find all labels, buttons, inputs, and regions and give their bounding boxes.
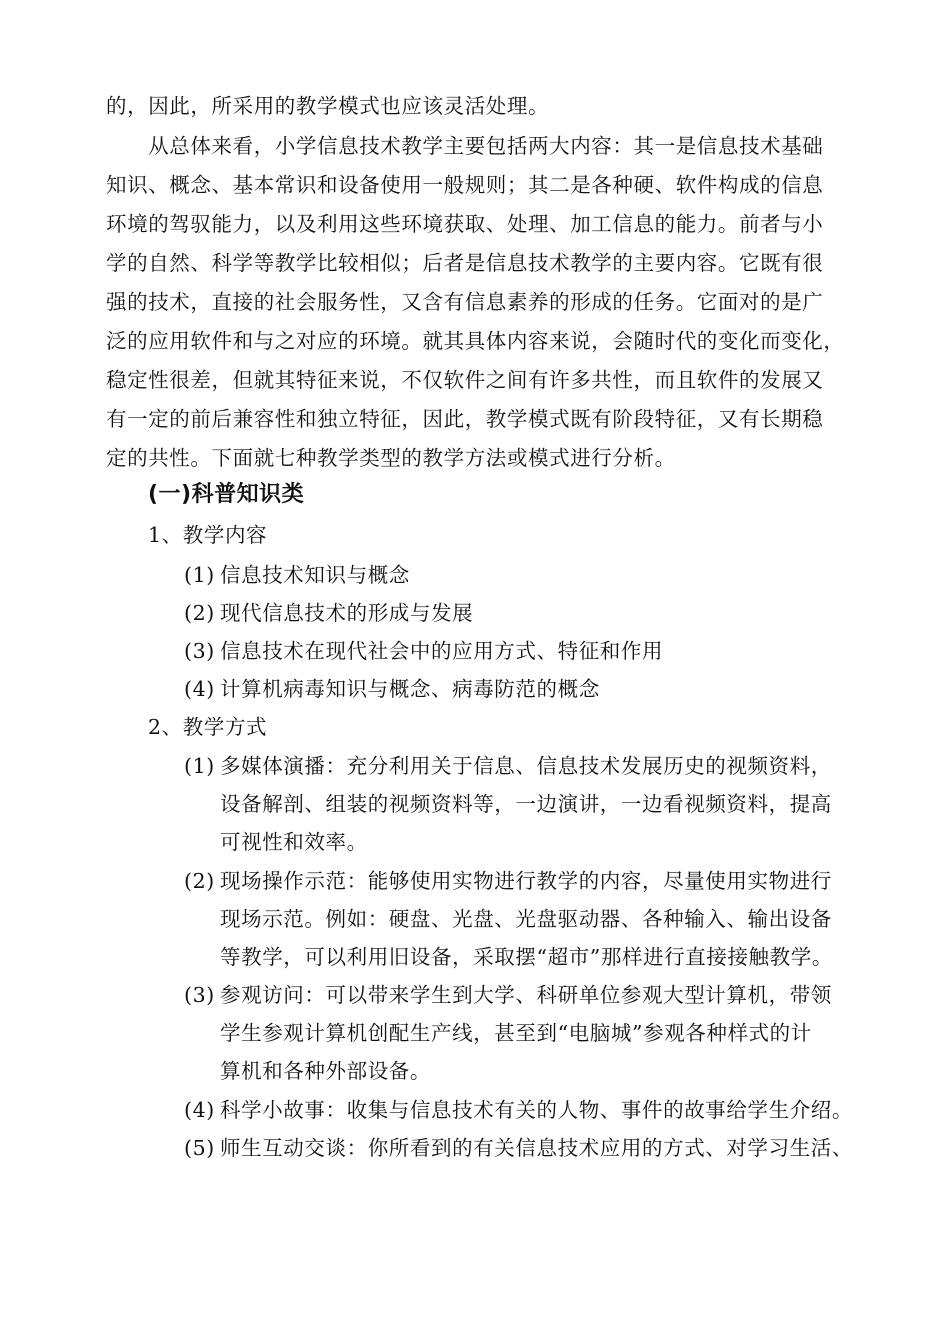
list-item-continuation: 现场示范。例如：硬盘、光盘、光盘驱动器、各种输入、输出设备 [220,907,832,931]
list-item [184,1136,853,1160]
paragraph-line: 的，因此，所采用的教学模式也应该灵活处理。 [106,94,550,118]
item-text: 信息技术在现代社会中的应用方式、特征和作用 [220,639,664,663]
list-item [184,754,832,778]
item-number: (3) [184,639,215,663]
list-item [184,1098,853,1122]
item-number: (1) [184,754,215,778]
item-text: 现代信息技术的形成与发展 [220,601,474,625]
item-number: (4) [184,1098,215,1122]
list-item [184,563,410,587]
item-text: 多媒体演播：充分利用关于信息、信息技术发展历史的视频资料， [220,754,832,778]
list-item [184,983,832,1007]
paragraph-line: 强的技术，直接的社会服务性，又含有信息素养的形成的任务。它面对的是广 [106,290,824,314]
item-number: (5) [184,1136,215,1160]
item-text: 师生互动交谈：你所看到的有关信息技术应用的方式、对学习生活、 [220,1136,853,1160]
section-heading: (一)科普知识类 [148,482,305,507]
item-number: (1) [184,563,215,587]
item-number: (2) [184,601,215,625]
list-item-continuation: 算机和各种外部设备。 [220,1059,431,1083]
item-text: 信息技术知识与概念 [220,563,410,587]
paragraph-line: 学的自然、科学等教学比较相似；后者是信息技术教学的主要内容。它既有很 [106,251,824,275]
paragraph-line: 知识、概念、基本常识和设备使用一般规则；其二是各种硬、软件构成的信息 [106,173,824,197]
item-text: 参观访问：可以带来学生到大学、科研单位参观大型计算机，带领 [220,983,832,1007]
paragraph-line: 泛的应用软件和与之对应的环境。就其具体内容来说，会随时代的变化而变化， [106,329,845,353]
item-text: 计算机病毒知识与概念、病毒防范的概念 [220,677,600,701]
list-item [184,639,663,663]
subsection-title: 2、教学方式 [148,715,268,739]
item-text: 科学小故事：收集与信息技术有关的人物、事件的故事给学生介绍。 [220,1098,853,1122]
list-item-continuation: 设备解剖、组装的视频资料等，一边演讲，一边看视频资料，提高 [220,792,832,816]
list-item-continuation: 可视性和效率。 [220,830,368,854]
list-item-continuation: 学生参观计算机创配生产线，甚至到“电脑城”参观各种样式的计 [220,1021,812,1045]
item-text: 现场操作示范：能够使用实物进行教学的内容，尽量使用实物进行 [220,869,832,893]
paragraph-line: 从总体来看，小学信息技术教学主要包括两大内容：其一是信息技术基础 [106,134,824,158]
paragraph-line: 环境的驾驭能力，以及利用这些环境获取、处理、加工信息的能力。前者与小 [106,212,824,236]
item-number: (2) [184,869,215,893]
paragraph-line: 定的共性。下面就七种教学类型的教学方法或模式进行分析。 [106,446,676,470]
list-item [184,601,473,625]
list-item-continuation: 等教学，可以利用旧设备，采取摆“超市”那样进行直接接触教学。 [220,945,833,969]
subsection-title: 1、教学内容 [148,523,268,547]
paragraph-line: 稳定性很差，但就其特征来说，不仅软件之间有许多共性，而且软件的发展又 [106,368,824,392]
list-item [184,869,832,893]
item-number: (3) [184,983,215,1007]
paragraph-line: 有一定的前后兼容性和独立特征，因此，教学模式既有阶段特征，又有长期稳 [106,407,824,431]
item-number: (4) [184,677,215,701]
list-item [184,677,600,701]
